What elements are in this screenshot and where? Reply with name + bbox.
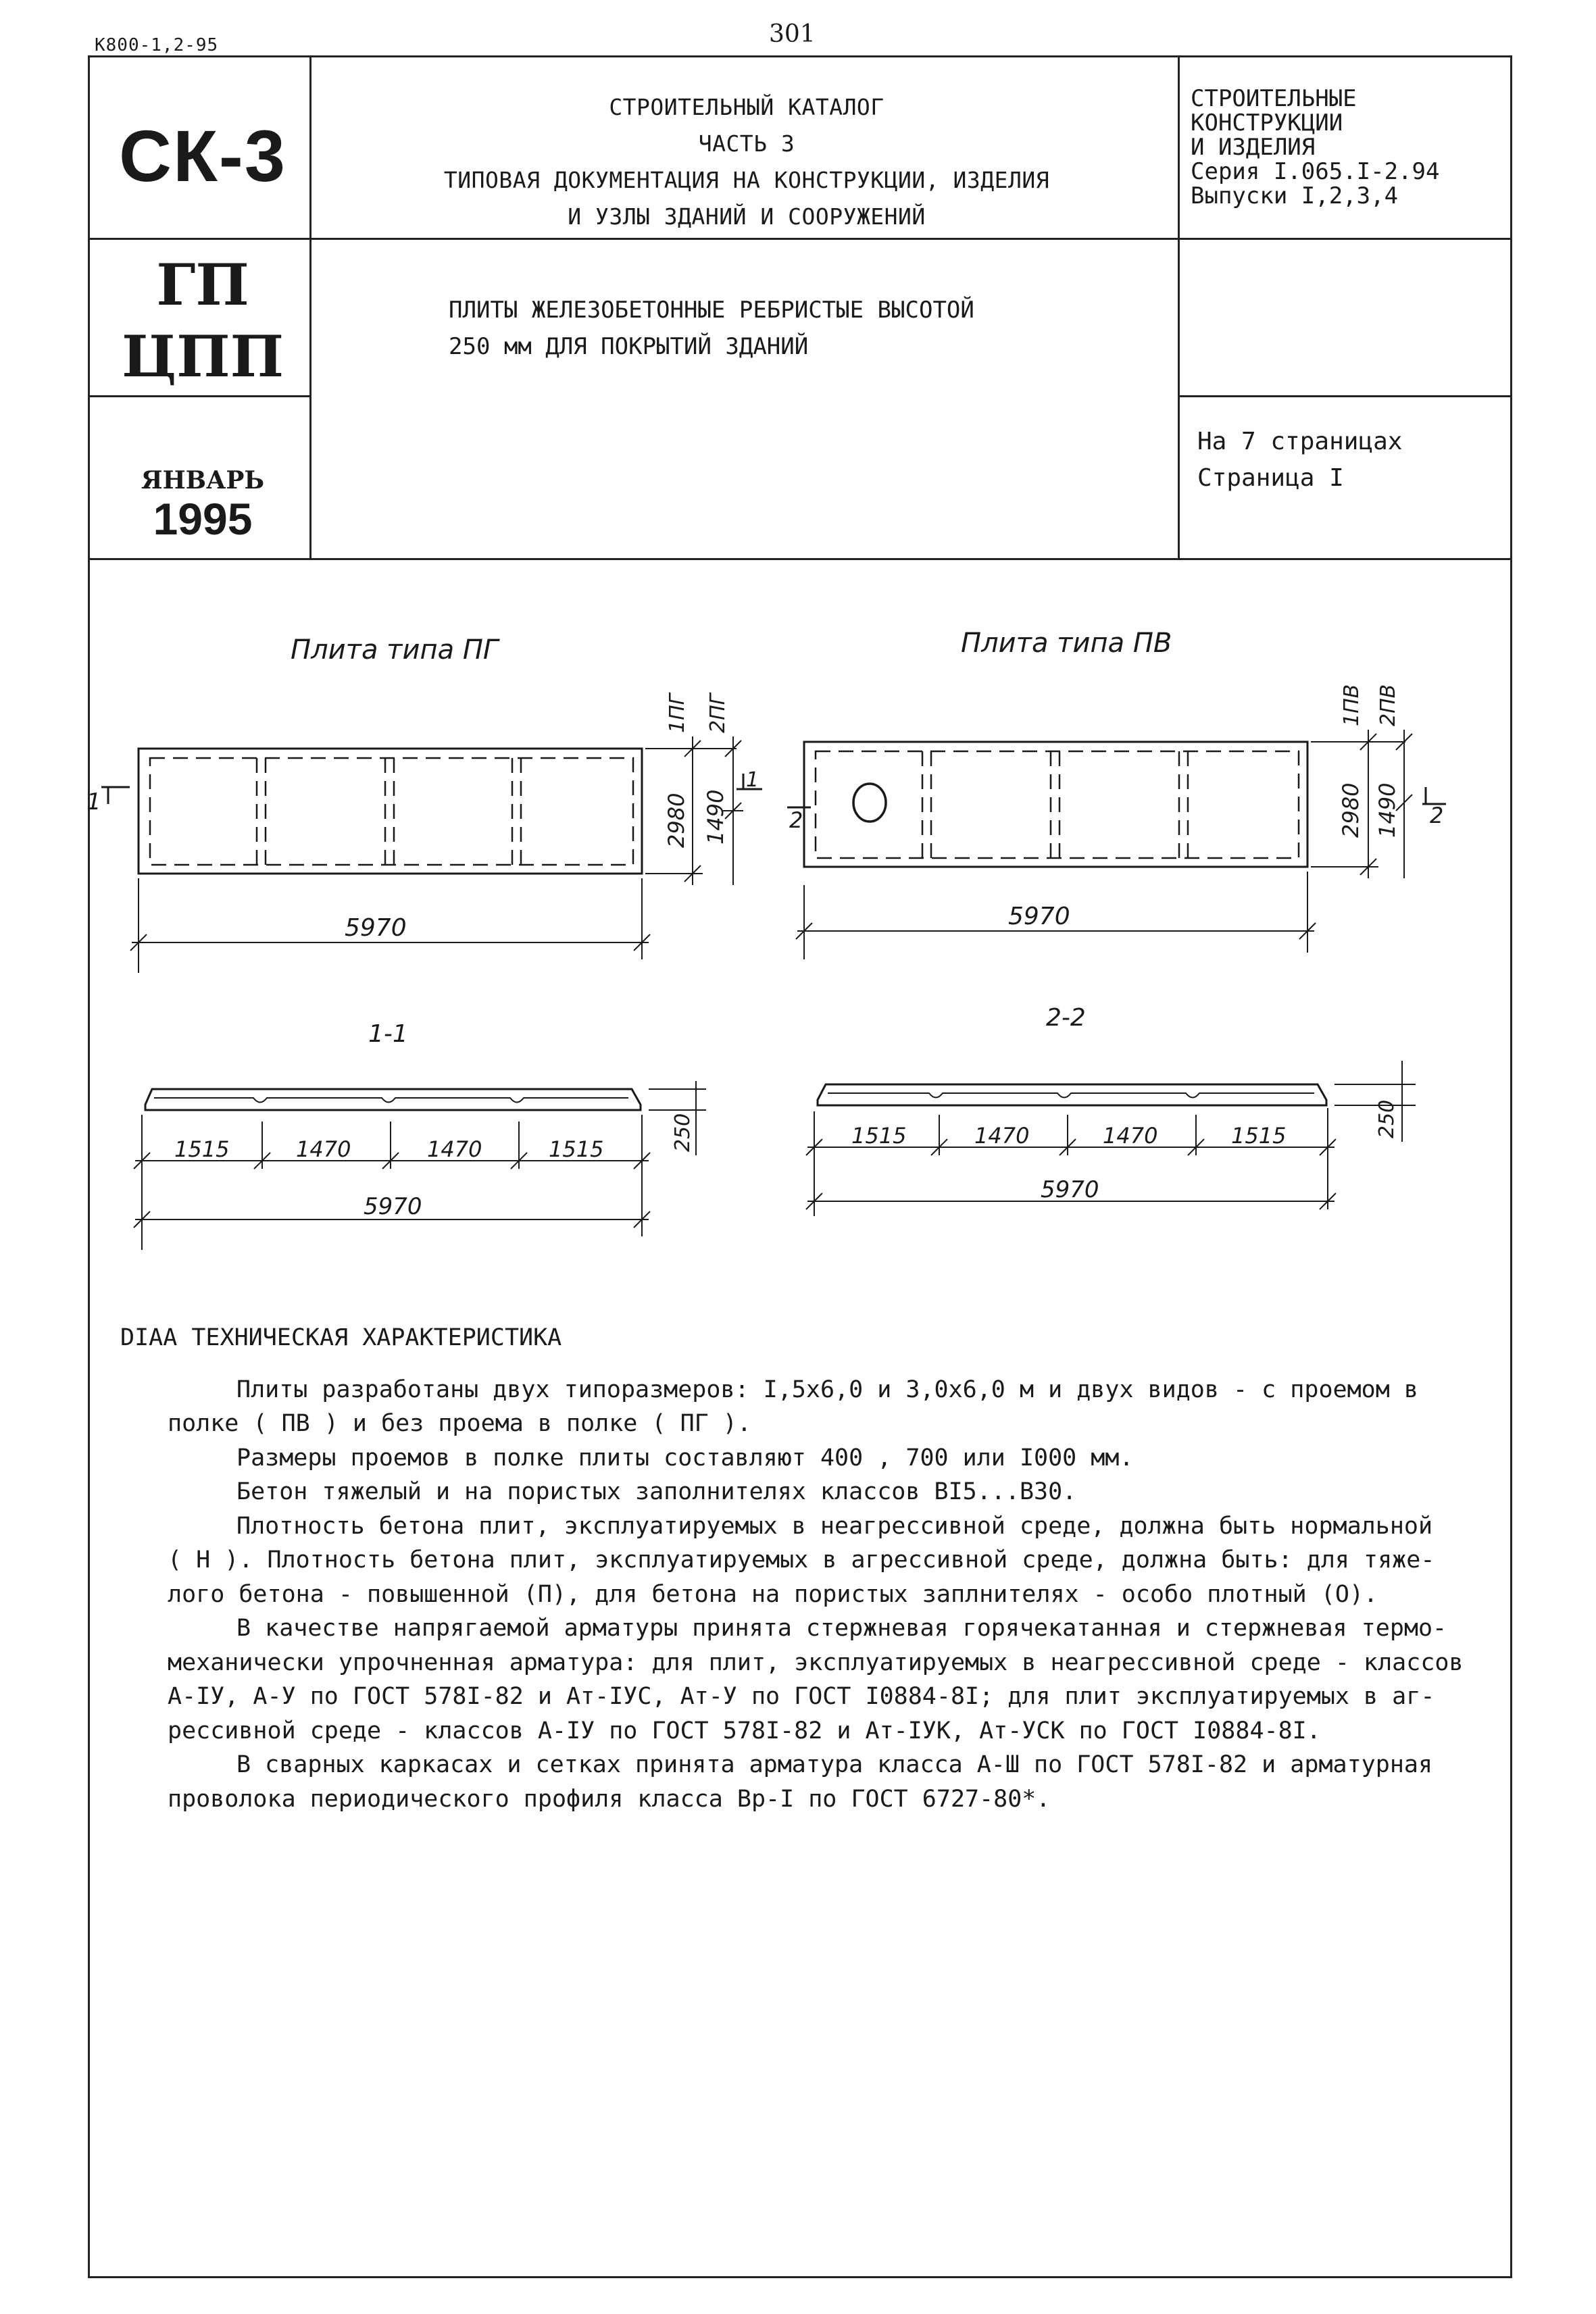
- document-code: К800-1,2-95: [95, 35, 219, 55]
- catalog-title: СТРОИТЕЛЬНЫЙ КАТАЛОГ: [609, 94, 884, 120]
- catalog-part: ЧАСТЬ 3: [698, 130, 795, 157]
- section-2-label: 2-2: [1046, 1004, 1086, 1032]
- tech-line: ( Н ). Плотность бетона плит, эксплуатируемых в агрессивной среде, должна быть: для тяже-: [168, 1546, 1435, 1574]
- tech-line: В качестве напрягаемой арматуры принята стержневая горячекатанная и стержневая термо-: [236, 1615, 1447, 1642]
- section-2-mark-left: 2: [789, 807, 803, 833]
- tech-line: Размеры проемов в полке плиты составляют 400 , 700 или I000 мм.: [236, 1444, 1134, 1472]
- plate-pg-label: Плита типа ПГ: [291, 634, 499, 665]
- section-2-segment: 1515: [851, 1123, 907, 1149]
- plate-pv-mark-1: 1ПВ: [1340, 684, 1364, 726]
- section-1-mark-left: 1: [86, 788, 101, 815]
- organization-line-2: ЦПП: [122, 323, 284, 390]
- pages-count: На 7 страницах: [1197, 428, 1403, 455]
- section-1-mark-right: 1: [746, 768, 759, 792]
- plate-pg-width: 2980: [664, 793, 689, 848]
- page-number: 301: [769, 20, 816, 48]
- section-2-total: 5970: [1041, 1176, 1099, 1203]
- section-2-segment: 1470: [974, 1123, 1030, 1149]
- tech-line: Плиты разработаны двух типоразмеров: I,5х6,0 и 3,0х6,0 м и двух видов - с проемом в: [236, 1376, 1418, 1403]
- catalog-subtitle-2: И УЗЛЫ ЗДАНИЙ И СООРУЖЕНИЙ: [568, 203, 926, 230]
- series-issues: Выпуски I,2,3,4: [1191, 182, 1399, 209]
- tech-line: механически упрочненная арматура: для плит, эксплуатируемых в неагрессивной среде - классов: [168, 1649, 1464, 1676]
- organization-line-1: ГП: [156, 251, 249, 318]
- tech-line: полке ( ПВ ) и без проема в полке ( ПГ ).: [168, 1410, 751, 1437]
- plate-pv-mark-2: 2ПВ: [1376, 684, 1400, 726]
- plate-pg-mark-1: 1ПГ: [666, 693, 689, 733]
- section-2-profile: [818, 1084, 1326, 1105]
- tech-line: В сварных каркасах и сетках принята арматура класса А-Ш по ГОСТ 578I-82 и арматурная: [236, 1751, 1433, 1778]
- issue-year: 1995: [153, 494, 253, 544]
- section-1-segment: 1515: [549, 1136, 604, 1162]
- opening-hole: [853, 784, 886, 822]
- document-title-line-2: 250 мм ДЛЯ ПОКРЫТИЙ ЗДАНИЙ: [449, 333, 809, 360]
- plate-pg-inner: [150, 758, 633, 865]
- tech-line: Бетон тяжелый и на пористых заполнителях классов ВI5...В30.: [236, 1478, 1077, 1505]
- plate-pg-length: 5970: [345, 914, 407, 942]
- plate-pv-width-half: 1490: [1374, 782, 1400, 838]
- tech-line: рессивной среде - классов А-IУ по ГОСТ 578I-82 и Ат-IУК, Ат-УСК по ГОСТ I0884-8I.: [168, 1717, 1321, 1744]
- section-2-mark-right: 2: [1430, 803, 1444, 828]
- tech-line: лого бетона - повышенной (П), для бетона на пористых заплнителях - особо плотный (О).: [168, 1581, 1378, 1608]
- catalog-subtitle-1: ТИПОВАЯ ДОКУМЕНТАЦИЯ НА КОНСТРУКЦИИ, ИЗДЕЛИЯ: [443, 167, 1050, 193]
- issue-month: ЯНВАРЬ: [141, 466, 265, 495]
- tech-line: А-IУ, А-У по ГОСТ 578I-82 и Ат-IУС, Ат-У по ГОСТ I0884-8I; для плит эксплуатируемых в аг-: [168, 1683, 1435, 1710]
- tech-line: проволока периодического профиля класса Вр-I по ГОСТ 6727-80*.: [168, 1786, 1051, 1813]
- tech-line: Плотность бетона плит, эксплуатируемых в неагрессивной среде, должна быть нормальной: [236, 1513, 1433, 1540]
- plate-pg-outline: [139, 749, 642, 874]
- series-line: СТРОИТЕЛЬНЫЕ: [1191, 85, 1357, 112]
- plate-pv-length: 5970: [1008, 903, 1070, 930]
- plate-pv-label: Плита типа ПВ: [961, 628, 1172, 659]
- plate-pg-width-half: 1490: [703, 789, 728, 845]
- document-title-line-1: ПЛИТЫ ЖЕЛЕЗОБЕТОННЫЕ РЕБРИСТЫЕ ВЫСОТОЙ: [449, 297, 974, 324]
- plate-pg-mark-2: 2ПГ: [706, 693, 730, 733]
- series-number: Серия I.065.I-2.94: [1191, 158, 1440, 185]
- plate-pv-outline: [804, 742, 1307, 867]
- section-1-height: 250: [671, 1113, 695, 1152]
- series-line: КОНСТРУКЦИИ: [1191, 109, 1343, 136]
- section-1-segment: 1515: [174, 1136, 230, 1162]
- plate-pv-inner: [816, 751, 1299, 858]
- section-1-segment: 1470: [296, 1136, 351, 1162]
- section-2-segment: 1515: [1231, 1123, 1287, 1149]
- tech-heading: DIAA ТЕХНИЧЕСКАЯ ХАРАКТЕРИСТИКА: [120, 1324, 562, 1351]
- section-1-segment: 1470: [427, 1136, 482, 1162]
- plate-pv-width: 2980: [1338, 782, 1364, 838]
- section-1-label: 1-1: [368, 1020, 408, 1048]
- page-index: Страница I: [1197, 464, 1344, 492]
- section-2-segment: 1470: [1103, 1123, 1158, 1149]
- section-1-total: 5970: [364, 1193, 422, 1220]
- series-line: И ИЗДЕЛИЯ: [1191, 134, 1316, 161]
- section-2-height: 250: [1375, 1099, 1399, 1138]
- catalog-code: СК-3: [119, 115, 286, 197]
